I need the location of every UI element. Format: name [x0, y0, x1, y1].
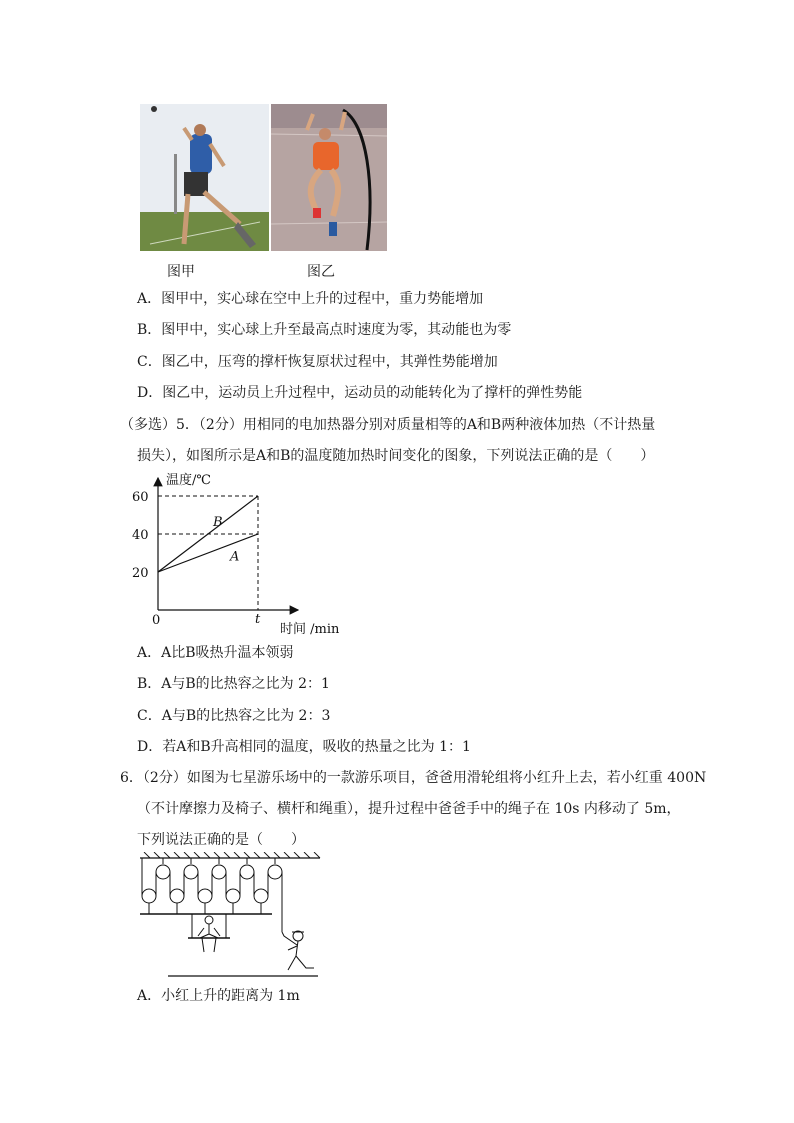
q4-option-a: A．图甲中，实心球在空中上升的过程中，重力势能增加	[137, 291, 484, 307]
pole-vault-photo	[271, 104, 387, 251]
q6-stem-line1: 6．（2分）如图为七星游乐场中的一款游乐项目，爸爸用滑轮组将小红升上去，若小红重 400N	[120, 770, 707, 786]
q6-stem-line3: 下列说法正确的是（ ）	[137, 832, 305, 848]
q4-option-c: C．图乙中，压弯的撑杆恢复原状过程中，其弹性势能增加	[137, 354, 498, 370]
shot-put-photo	[140, 104, 269, 251]
pulley-system-diagram	[138, 852, 323, 980]
y-tick-label-0: 20	[132, 566, 149, 581]
x-tick-label-t: t	[255, 612, 261, 627]
figure-caption-left: 图甲	[167, 264, 195, 280]
q5-option-c: C．A与B的比热容之比为 2：3	[137, 708, 331, 724]
origin-label: 0	[152, 613, 161, 628]
y-tick-label-2: 60	[132, 490, 149, 505]
q5-option-b: B．A与B的比热容之比为 2：1	[137, 676, 330, 692]
series-label-a: A	[230, 549, 240, 565]
q5-option-a: A．A比B吸热升温本领弱	[137, 645, 294, 661]
q5-stem-line1: （多选）5．（2分）用相同的电加热器分别对质量相等的A和B两种液体加热（不计热量	[120, 417, 656, 433]
temperature-time-chart	[130, 470, 350, 640]
y-axis-label: 温度/℃	[166, 473, 211, 488]
series-line-a	[158, 534, 258, 572]
q4-option-b: B．图甲中，实心球上升至最高点时速度为零，其动能也为零	[137, 322, 512, 338]
x-axis-label: 时间 /min	[280, 622, 340, 637]
figure-caption-right: 图乙	[307, 264, 335, 280]
y-tick-label-1: 40	[132, 528, 149, 543]
q5-stem-line2: 损失），如图所示是A和B的温度随加热时间变化的图象，下列说法正确的是（ ）	[137, 448, 655, 464]
q5-option-d: D．若A和B升高相同的温度，吸收的热量之比为 1：1	[137, 739, 471, 755]
shot-put-ball	[151, 106, 157, 112]
q4-option-d: D．图乙中，运动员上升过程中，运动员的动能转化为了撑杆的弹性势能	[137, 385, 583, 401]
q6-option-a: A．小红上升的距离为 1m	[137, 988, 300, 1004]
series-label-b: B	[213, 515, 223, 531]
q6-stem-line2: （不计摩擦力及椅子、横杆和绳重），提升过程中爸爸手中的绳子在 10s 内移动了 5m，	[137, 801, 681, 817]
